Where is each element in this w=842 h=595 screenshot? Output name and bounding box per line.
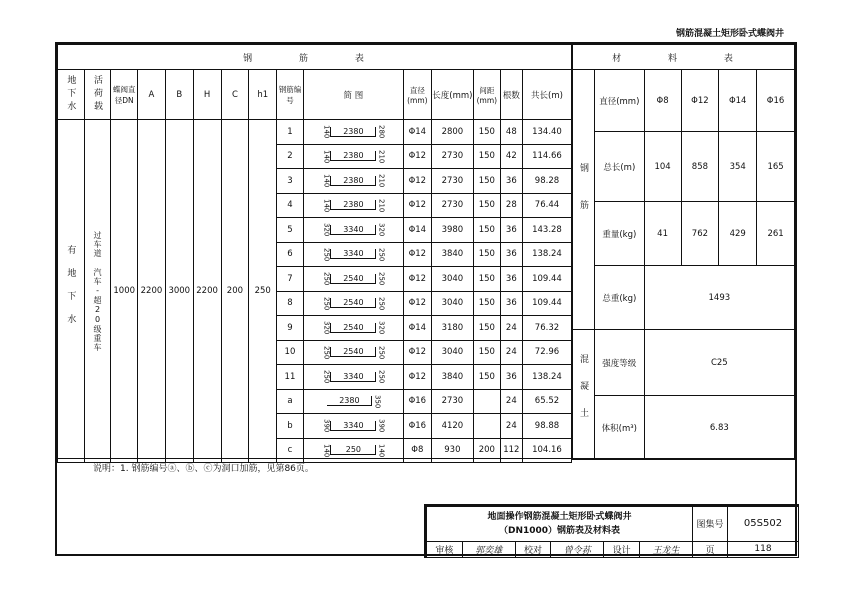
sketch-right-dim: 210 (377, 174, 386, 188)
design-label: 设计 (604, 541, 640, 557)
sketch-length: 2380 (330, 176, 376, 186)
b-value: 3000 (165, 120, 193, 463)
page-label: 页 (693, 541, 728, 557)
rebar-dia: Φ8 (403, 438, 431, 463)
col-live-load: 活荷载 (84, 70, 111, 120)
dia-label: 直径(mm) (594, 70, 644, 132)
rebar-sketch (303, 316, 403, 341)
c-value: 200 (221, 120, 249, 463)
rebar-dia: Φ12 (403, 169, 431, 194)
rebar-dia: Φ12 (403, 267, 431, 292)
rebar-length: 2730 (431, 144, 473, 169)
rebar-total: 134.40 (522, 120, 571, 145)
note-text: 说明：1. 钢筋编号ⓐ、ⓑ、ⓒ为洞口加筋，见第86页。 (93, 464, 314, 474)
rebar-spacing: 150 (474, 242, 501, 267)
rebar-spacing: 150 (474, 169, 501, 194)
rebar-count: 112 (500, 438, 522, 463)
grade-value: C25 (644, 330, 794, 396)
sketch-right-dim: 250 (377, 370, 386, 384)
rebar-length: 3040 (431, 291, 473, 316)
sketch-length: 2380 (330, 127, 376, 137)
rebar-total: 138.24 (522, 365, 571, 390)
rebar-total: 143.28 (522, 218, 571, 243)
a-value: 2200 (138, 120, 166, 463)
rebar-total: 114.66 (522, 144, 571, 169)
weight-0: 41 (644, 202, 681, 266)
live-load-value: 过车道 汽车-超20级重车 (84, 120, 111, 463)
col-b: B (165, 70, 193, 120)
drawing-title (427, 507, 693, 542)
sketch-length: 2540 (330, 298, 376, 308)
rebar-sketch (303, 267, 403, 292)
rebar-no: 8 (277, 291, 304, 316)
rebar-row (58, 120, 572, 145)
rebar-sketch (303, 340, 403, 365)
total-len-0: 104 (644, 132, 681, 202)
col-total: 共长(m) (522, 70, 571, 120)
volume-value: 6.83 (644, 396, 794, 460)
rebar-length: 2730 (431, 193, 473, 218)
dn-value: 1000 (111, 120, 138, 463)
sketch-left-dim: 140 (322, 198, 331, 212)
rebar-dia: Φ14 (403, 120, 431, 145)
rebar-dia: Φ16 (403, 414, 431, 439)
material-table-title: 材 料 表 (573, 45, 795, 70)
rebar-total: 98.88 (522, 414, 571, 439)
col-a: A (138, 70, 166, 120)
rebar-count: 36 (500, 242, 522, 267)
weight-1: 762 (681, 202, 719, 266)
rebar-no: 5 (277, 218, 304, 243)
rebar-dia: Φ12 (403, 340, 431, 365)
col-groundwater: 地下水 (58, 70, 85, 120)
page-number: 118 (728, 541, 799, 557)
rebar-length: 930 (431, 438, 473, 463)
page-header-title: 钢筋混凝土矩形卧式蝶阀井 (675, 29, 784, 39)
rebar-dia: Φ12 (403, 193, 431, 218)
sketch-left-dim: 140 (322, 174, 331, 188)
check-label: 校对 (515, 541, 551, 557)
drawing-title-line1: 地面操作钢筋混凝土矩形卧式蝶阀井 (487, 511, 632, 522)
col-dia: 直径(mm) (403, 70, 431, 120)
rebar-count: 36 (500, 169, 522, 194)
rebar-count: 24 (500, 340, 522, 365)
sketch-length: 3340 (330, 225, 376, 235)
col-len: 长度(mm) (431, 70, 473, 120)
col-dn: 蝶阀直径DN (111, 70, 138, 120)
weight-label: 重量(kg) (594, 202, 644, 266)
rebar-table (57, 44, 572, 463)
drawing-title-line2: （DN1000）钢筋表及材料表 (498, 525, 621, 536)
sketch-right-dim: 140 (377, 443, 386, 457)
title-block (424, 504, 799, 558)
rebar-no: 7 (277, 267, 304, 292)
sketch-left-dim: 140 (322, 443, 331, 457)
rebar-count: 36 (500, 365, 522, 390)
rebar-spacing: 150 (474, 340, 501, 365)
rebar-sketch (303, 169, 403, 194)
col-sketch: 简 图 (303, 70, 403, 120)
rebar-no: 10 (277, 340, 304, 365)
rebar-sketch (303, 365, 403, 390)
rebar-total: 65.52 (522, 389, 571, 414)
rebar-table-title: 钢 筋 表 (58, 45, 572, 70)
concrete-label: 混凝土 (573, 330, 595, 460)
sketch-length: 2540 (330, 323, 376, 333)
rebar-spacing: 150 (474, 120, 501, 145)
total-len-3: 165 (757, 132, 795, 202)
total-len-label: 总长(m) (594, 132, 644, 202)
sketch-left-dim: 250 (322, 272, 331, 286)
sketch-length: 2380 (330, 200, 376, 210)
rebar-count: 42 (500, 144, 522, 169)
dia-2: Φ14 (719, 70, 757, 132)
rebar-spacing: 150 (474, 291, 501, 316)
rebar-count: 24 (500, 316, 522, 341)
sketch-length: 2380 (327, 396, 372, 406)
dia-1: Φ12 (681, 70, 719, 132)
total-len-1: 858 (681, 132, 719, 202)
rebar-count: 24 (500, 389, 522, 414)
rebar-dia: Φ12 (403, 291, 431, 316)
col-h1: h1 (249, 70, 277, 120)
rebar-spacing (474, 414, 501, 439)
rebar-sketch (303, 242, 403, 267)
sketch-length: 3340 (330, 372, 376, 382)
rebar-length: 3840 (431, 365, 473, 390)
dia-0: Φ8 (644, 70, 681, 132)
rebar-no: 4 (277, 193, 304, 218)
sketch-right-dim: 390 (377, 419, 386, 433)
rebar-length: 4120 (431, 414, 473, 439)
rebar-dia: Φ14 (403, 218, 431, 243)
sketch-left-dim: 250 (322, 345, 331, 359)
rebar-count: 36 (500, 267, 522, 292)
sketch-left-dim: 250 (322, 370, 331, 384)
rebar-no: a (277, 389, 304, 414)
sketch-left-dim: 250 (322, 296, 331, 310)
rebar-sketch (303, 193, 403, 218)
rebar-total: 76.32 (522, 316, 571, 341)
sketch-right-dim: 250 (377, 247, 386, 261)
rebar-dia: Φ12 (403, 144, 431, 169)
sketch-length: 2540 (330, 347, 376, 357)
rebar-dia: Φ12 (403, 242, 431, 267)
sketch-length: 3340 (330, 421, 376, 431)
steel-label: 钢筋 (573, 70, 595, 330)
rebar-dia: Φ14 (403, 316, 431, 341)
review-label: 审核 (427, 541, 463, 557)
sketch-left-dim: 250 (322, 247, 331, 261)
sketch-right-dim: 250 (377, 296, 386, 310)
sketch-length: 2540 (330, 274, 376, 284)
rebar-spacing: 150 (474, 144, 501, 169)
rebar-length: 3180 (431, 316, 473, 341)
rebar-spacing: 200 (474, 438, 501, 463)
rebar-total: 104.16 (522, 438, 571, 463)
h-value: 2200 (193, 120, 221, 463)
rebar-no: 2 (277, 144, 304, 169)
rebar-count: 28 (500, 193, 522, 218)
checker-name: 曾令荪 (551, 541, 604, 557)
sketch-right-dim: 350 (373, 394, 382, 408)
rebar-no: 1 (277, 120, 304, 145)
rebar-spacing: 150 (474, 193, 501, 218)
col-count: 根数 (500, 70, 522, 120)
sketch-length: 2380 (330, 151, 376, 161)
rebar-length: 2730 (431, 389, 473, 414)
col-spacing: 间距(mm) (474, 70, 501, 120)
rebar-sketch (303, 389, 403, 414)
sketch-length: 250 (330, 445, 376, 455)
grade-label: 强度等级 (594, 330, 644, 396)
rebar-sketch (303, 120, 403, 145)
table-bottom-rule (57, 458, 795, 459)
rebar-spacing: 150 (474, 267, 501, 292)
rebar-no: 3 (277, 169, 304, 194)
volume-label: 体积(m³) (594, 396, 644, 460)
sketch-right-dim: 280 (377, 125, 386, 139)
rebar-dia: Φ16 (403, 389, 431, 414)
rebar-sketch (303, 218, 403, 243)
sketch-right-dim: 250 (377, 345, 386, 359)
rebar-count: 24 (500, 414, 522, 439)
rebar-no: c (277, 438, 304, 463)
rebar-no: 9 (277, 316, 304, 341)
material-table (572, 44, 795, 460)
sketch-left-dim: 320 (322, 321, 331, 335)
col-h: H (193, 70, 221, 120)
rebar-length: 3040 (431, 340, 473, 365)
rebar-total: 138.24 (522, 242, 571, 267)
rebar-count: 36 (500, 218, 522, 243)
weight-3: 261 (757, 202, 795, 266)
rebar-count: 48 (500, 120, 522, 145)
rebar-no: b (277, 414, 304, 439)
rebar-total: 109.44 (522, 291, 571, 316)
rebar-total: 72.96 (522, 340, 571, 365)
dia-3: Φ16 (757, 70, 795, 132)
designer-name: 王龙生 (640, 541, 693, 557)
drawing-frame (55, 42, 797, 556)
rebar-spacing: 150 (474, 218, 501, 243)
rebar-length: 2800 (431, 120, 473, 145)
rebar-sketch (303, 414, 403, 439)
sketch-left-dim: 390 (322, 419, 331, 433)
sketch-right-dim: 250 (377, 272, 386, 286)
rebar-total: 98.28 (522, 169, 571, 194)
reviewer-name: 郭奕雄 (462, 541, 515, 557)
rebar-count: 36 (500, 291, 522, 316)
atlas-label: 图集号 (693, 507, 728, 542)
rebar-length: 3980 (431, 218, 473, 243)
rebar-length: 2730 (431, 169, 473, 194)
rebar-spacing (474, 389, 501, 414)
col-no: 钢筋编号 (277, 70, 304, 120)
rebar-total: 109.44 (522, 267, 571, 292)
rebar-sketch (303, 144, 403, 169)
rebar-sketch (303, 291, 403, 316)
rebar-total: 76.44 (522, 193, 571, 218)
rebar-length: 3840 (431, 242, 473, 267)
weight-2: 429 (719, 202, 757, 266)
sketch-right-dim: 210 (377, 149, 386, 163)
rebar-length: 3040 (431, 267, 473, 292)
sketch-left-dim: 320 (322, 223, 331, 237)
rebar-spacing: 150 (474, 316, 501, 341)
sketch-right-dim: 210 (377, 198, 386, 212)
atlas-number: 05S502 (728, 507, 799, 542)
sketch-left-dim: 140 (322, 149, 331, 163)
groundwater-value: 有地下水 (58, 120, 85, 463)
h1-value: 250 (249, 120, 277, 463)
total-len-2: 354 (719, 132, 757, 202)
rebar-rows (58, 120, 572, 463)
sketch-right-dim: 320 (377, 321, 386, 335)
rebar-no: 11 (277, 365, 304, 390)
sketch-right-dim: 320 (377, 223, 386, 237)
col-c: C (221, 70, 249, 120)
sketch-length: 3340 (330, 249, 376, 259)
rebar-dia: Φ12 (403, 365, 431, 390)
rebar-no: 6 (277, 242, 304, 267)
rebar-spacing: 150 (474, 365, 501, 390)
total-weight-label: 总重(kg) (594, 266, 644, 330)
total-weight-value: 1493 (644, 266, 794, 330)
sketch-left-dim: 140 (322, 125, 331, 139)
